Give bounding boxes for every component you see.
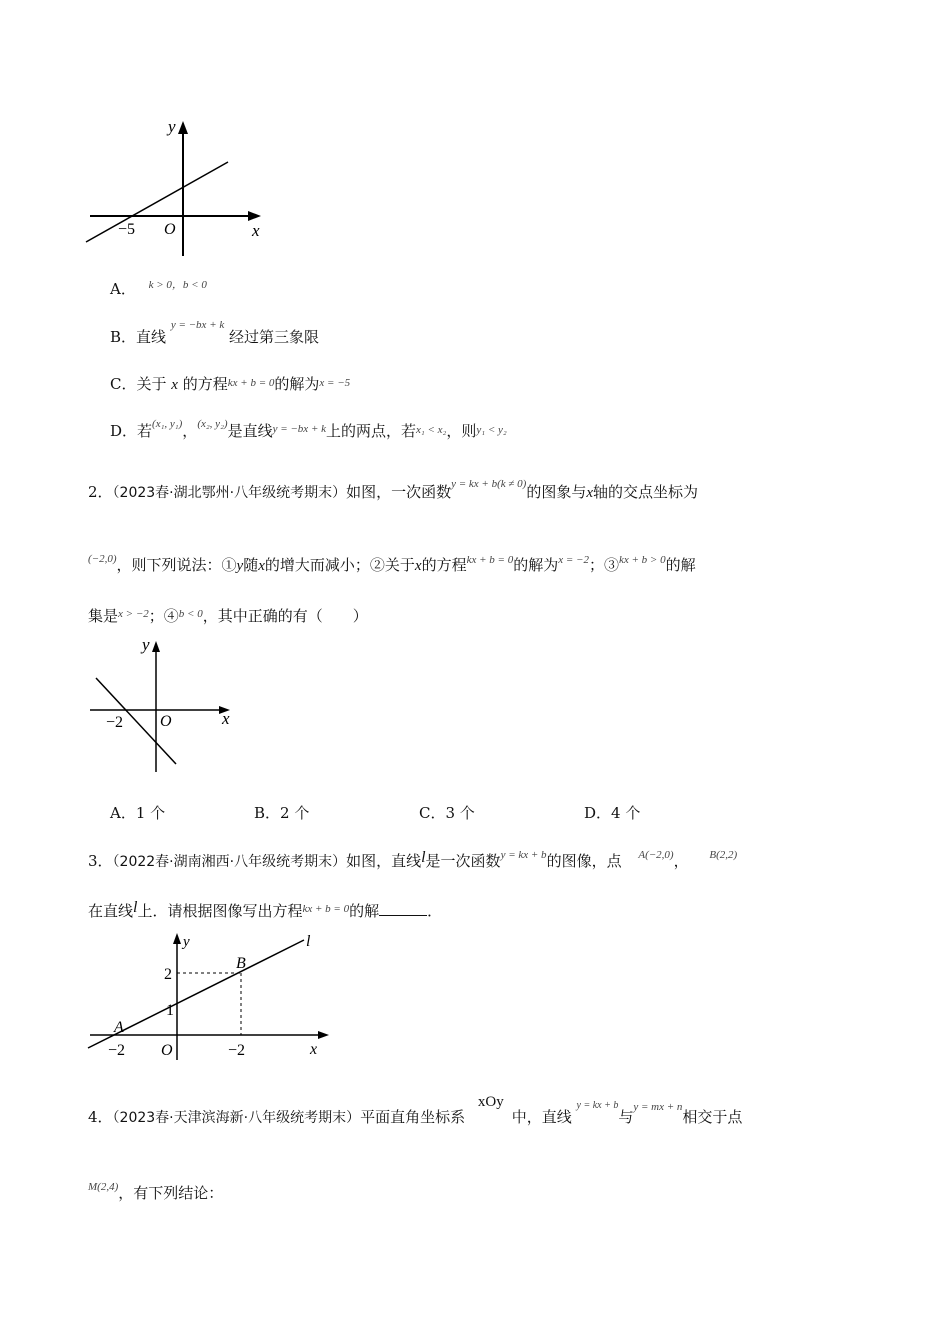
q2-line1: 2．（2023春·湖北鄂州·八年级统考期末）如图，一次函数$^{y = kx + b(k \ne 0)}$的图象与x轴的交点坐标为 xyxy=(88,478,699,501)
q1-option-b[interactable]: B．直线 $^{y = -bx + k}$ 经过第三象限 xyxy=(110,319,320,346)
q2-line3: 集是$^{x > -2}$；④$^{b < 0}$，其中正确的有（ ） xyxy=(88,607,368,625)
q1-option-d-point2: (x₂, y₂) xyxy=(197,418,228,430)
q3-point-b: B(2,2) xyxy=(709,849,738,861)
x-axis-label: x xyxy=(310,1041,318,1058)
y-axis-label: y xyxy=(142,635,150,654)
q1-option-c-solution: x = −5 xyxy=(319,377,351,389)
q3-function: y = kx + b xyxy=(500,849,547,861)
figure-1-graph xyxy=(80,112,280,262)
point-a-label: A xyxy=(114,1019,124,1036)
point-b-label: B xyxy=(236,955,246,972)
q4-point-m: M(2,4) xyxy=(88,1181,119,1193)
q2-option-c[interactable]: C．3 个 xyxy=(419,804,475,822)
q2-point: (−2,0) xyxy=(88,553,117,565)
x-axis-label: x xyxy=(252,221,260,240)
q4-line2: $^{M(2,4)}$，有下列结论： xyxy=(88,1181,224,1202)
tick-label-x2: −2 xyxy=(228,1042,246,1059)
q4-line1: 4．（2023春·天津滨海新·八年级统考期末）平面直角坐标系 xOy中，直线 $^{y = kx + b}$与$^{y = mx + n}$相交于点 xyxy=(88,1094,743,1126)
q4-coordinate-system: xOy xyxy=(477,1094,504,1110)
figure-2-graph xyxy=(84,632,244,777)
y-axis-arrow-icon xyxy=(173,933,181,944)
question-source: （2023春·天津滨海新·八年级统考期末） xyxy=(112,1110,361,1126)
x-axis-arrow-icon xyxy=(318,1031,329,1039)
q1-option-d-point1: (x₁, y₁) xyxy=(152,418,183,430)
tick-label-y1: 1 xyxy=(166,1002,174,1019)
question-number: 4． xyxy=(88,1108,113,1126)
q1-option-b-math: y = −bx + k xyxy=(170,319,225,331)
q3-line1: 3．（2022春·湖南湘西·八年级统考期末）如图，直线l是一次函数$^{y = kx + b}$的图像，点 $^{A(-2,0)}$， $^{B(2,2)}$ xyxy=(88,849,738,870)
q4-line2-function: y = mx + n xyxy=(633,1101,683,1113)
q2-option-a[interactable]: A．1 个 xyxy=(110,804,166,822)
line-label: l xyxy=(306,933,311,950)
tick-label-y2: 2 xyxy=(164,966,172,983)
origin-label: O xyxy=(160,713,172,730)
y-axis-arrow-icon xyxy=(178,121,188,134)
tick-label-xneg2: −2 xyxy=(108,1042,126,1059)
question-source: （2023春·湖北鄂州·八年级统考期末） xyxy=(112,485,347,501)
q3-point-a: A(−2,0) xyxy=(638,849,674,861)
q2-option-b[interactable]: B．2 个 xyxy=(254,804,310,822)
q3-line2: 在直线l上．请根据图像写出方程$^{kx + b = 0}$的解 ． xyxy=(88,899,443,920)
q2-function: y = kx + b(k ≠ 0) xyxy=(451,478,527,490)
figure-3-graph xyxy=(84,928,344,1063)
function-line xyxy=(86,162,228,242)
question-number: 2． xyxy=(88,483,113,501)
q1-option-a-math: k > 0，b < 0 xyxy=(148,279,207,291)
origin-label: O xyxy=(164,221,176,238)
x-axis-label: x xyxy=(222,709,230,728)
y-axis-label: y xyxy=(183,934,190,950)
q1-option-a[interactable]: A． $^{k > 0,b < 0}$ xyxy=(110,279,207,298)
q2-line2: $^{(-2,0)}$，则下列说法：①y随x的增大而减小；②关于x的方程$^{kx + b = 0}$的解为$^{x = -2}$；③$^{kx + b > 0}$的解 xyxy=(88,553,696,574)
question-number: 3． xyxy=(88,852,113,870)
q1-option-d[interactable]: D．若$^{(x_1, y_1)}$，$^{(x_2, y_2)}$是直线$^{y = -bx + k}$上的两点，若$^{x_1 < x_2}$，则$^{y_1 < y_2}$ xyxy=(110,418,507,440)
y-axis-arrow-icon xyxy=(152,641,160,652)
x-intercept-label: −5 xyxy=(118,221,136,238)
q4-line1-function: y = kx + b xyxy=(576,1100,619,1111)
answer-blank[interactable] xyxy=(379,901,427,916)
origin-label: O xyxy=(161,1042,173,1059)
q1-option-c-equation: kx + b = 0 xyxy=(227,377,275,389)
q2-option-d[interactable]: D．4 个 xyxy=(584,804,641,822)
x-axis-arrow-icon xyxy=(248,211,261,221)
question-source: （2022春·湖南湘西·八年级统考期末） xyxy=(112,854,347,870)
q1-option-c[interactable]: C．关于 x 的方程$^{kx + b = 0}$的解为$^{x = -5}$ xyxy=(110,375,351,393)
x-intercept-label: −2 xyxy=(106,714,124,731)
y-axis-label: y xyxy=(168,117,176,136)
